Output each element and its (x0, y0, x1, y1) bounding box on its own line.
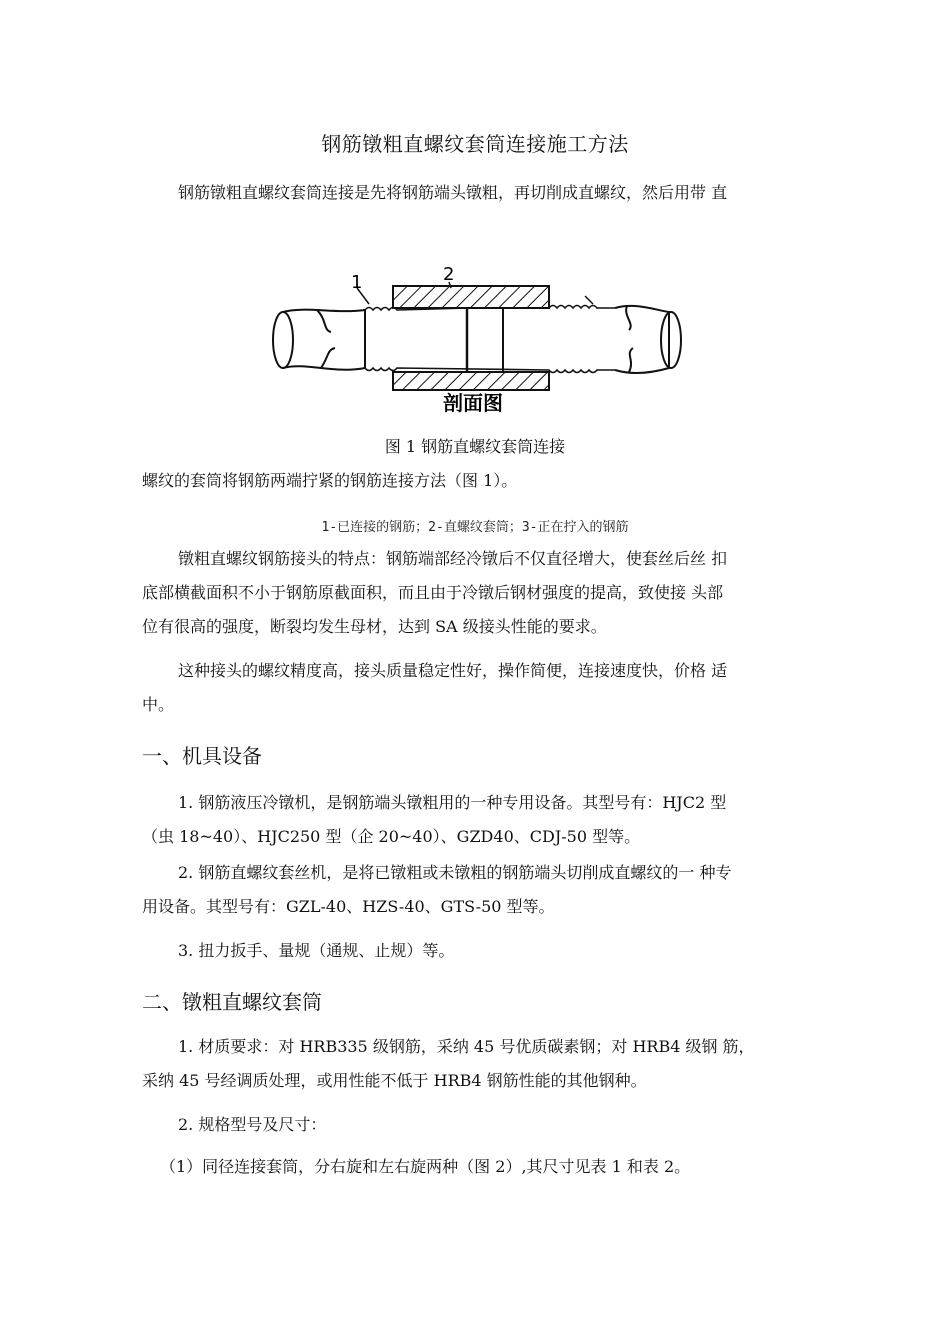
section-view-label: 剖面图 (443, 391, 503, 415)
intro-cont-line: 螺纹的套筒将钢筋两端拧紧的钢筋连接方法（图 1）。 (142, 471, 518, 490)
section-2-item-3 (142, 1150, 812, 1184)
left-rebar-rib (317, 310, 335, 368)
figure-note: 1-已连接的钢筋；2-直螺纹套筒；3-正在拧入的钢筋 (321, 520, 629, 535)
s1-item3-line: 3. 扭力扳手、量规（通规、止规）等。 (178, 941, 455, 960)
s2-item2-line: 2. 规格型号及尺寸： (178, 1115, 327, 1134)
precision-paragraph (142, 654, 812, 722)
features-line-2: 底部横截面积不小于钢筋原截面积，而且由于冷镦后钢材强度的提高，致使接 头部 (142, 583, 724, 602)
features-line-3: 位有很高的强度，断裂均发生母材，达到 SA 级接头性能的要求。 (142, 617, 607, 636)
figure-label-2: 2 (443, 264, 455, 285)
section-2-item-1 (142, 1030, 812, 1098)
section-1-item-1 (142, 786, 812, 854)
section-2-item-2 (142, 1108, 812, 1142)
right-rebar-end (661, 312, 681, 368)
section-1-item-2 (142, 856, 812, 924)
rebar-coupler-section-figure (265, 258, 685, 418)
right-rebar-rib (626, 306, 633, 372)
features-line-1: 镦粗直螺纹钢筋接头的特点：钢筋端部经冷镦后不仅直径增大，使套丝后丝 扣 (178, 549, 728, 568)
s2-item1-line-2: 采纳 45 号经调质处理，或用性能不低于 HRB4 钢筋性能的其他钢种。 (142, 1071, 647, 1090)
precision-line-1: 这种接头的螺纹精度高，接头质量稳定性好，操作简便，连接速度快，价格 适 (178, 661, 728, 680)
document-title: 钢筋镦粗直螺纹套筒连接施工方法 (321, 132, 629, 156)
s1-item1-line-2: （虫 18~40）、HJC250 型（企 20~40）、GZD40、CDJ-50 型等。 (142, 827, 641, 846)
left-rebar-end (273, 312, 293, 368)
figure-caption: 图 1 钢筋直螺纹套筒连接 (384, 437, 566, 456)
features-paragraph (142, 542, 812, 644)
s1-item2-line-2: 用设备。其型号有：GZL-40、HZS-40、GTS-50 型等。 (142, 897, 555, 916)
sleeve-bottom-section (393, 372, 549, 390)
sleeve-top-section (393, 286, 549, 308)
s2-item3-line: （1）同径连接套筒，分右旋和左右旋两种（图 2）,其尺寸见表 1 和表 2。 (160, 1157, 691, 1176)
intro-paragraph (142, 176, 812, 210)
figure-label-1: 1 (351, 272, 363, 293)
precision-line-2: 中。 (142, 695, 175, 714)
leader-line-3 (585, 296, 593, 304)
section-2-heading: 二、镦粗直螺纹套筒 (142, 990, 322, 1014)
section-1-item-3 (142, 934, 812, 968)
s2-item1-line-1: 1. 材质要求：对 HRB335 级钢筋，采纳 45 号优质碳素钢；对 HRB4 级钢 筋， (178, 1037, 755, 1056)
section-1-heading: 一、机具设备 (142, 744, 262, 768)
s1-item2-line-1: 2. 钢筋直螺纹套丝机，是将已镦粗或未镦粗的钢筋端头切削成直螺纹的一 种专 (178, 863, 732, 882)
intro-continuation (142, 464, 812, 498)
s1-item1-line-1: 1. 钢筋液压冷镦机，是钢筋端头镦粗用的一种专用设备。其型号有：HJC2 型 (178, 793, 727, 812)
intro-line: 钢筋镦粗直螺纹套筒连接是先将钢筋端头镦粗，再切削成直螺纹，然后用带 直 (178, 183, 728, 202)
leader-line-1 (357, 288, 369, 304)
